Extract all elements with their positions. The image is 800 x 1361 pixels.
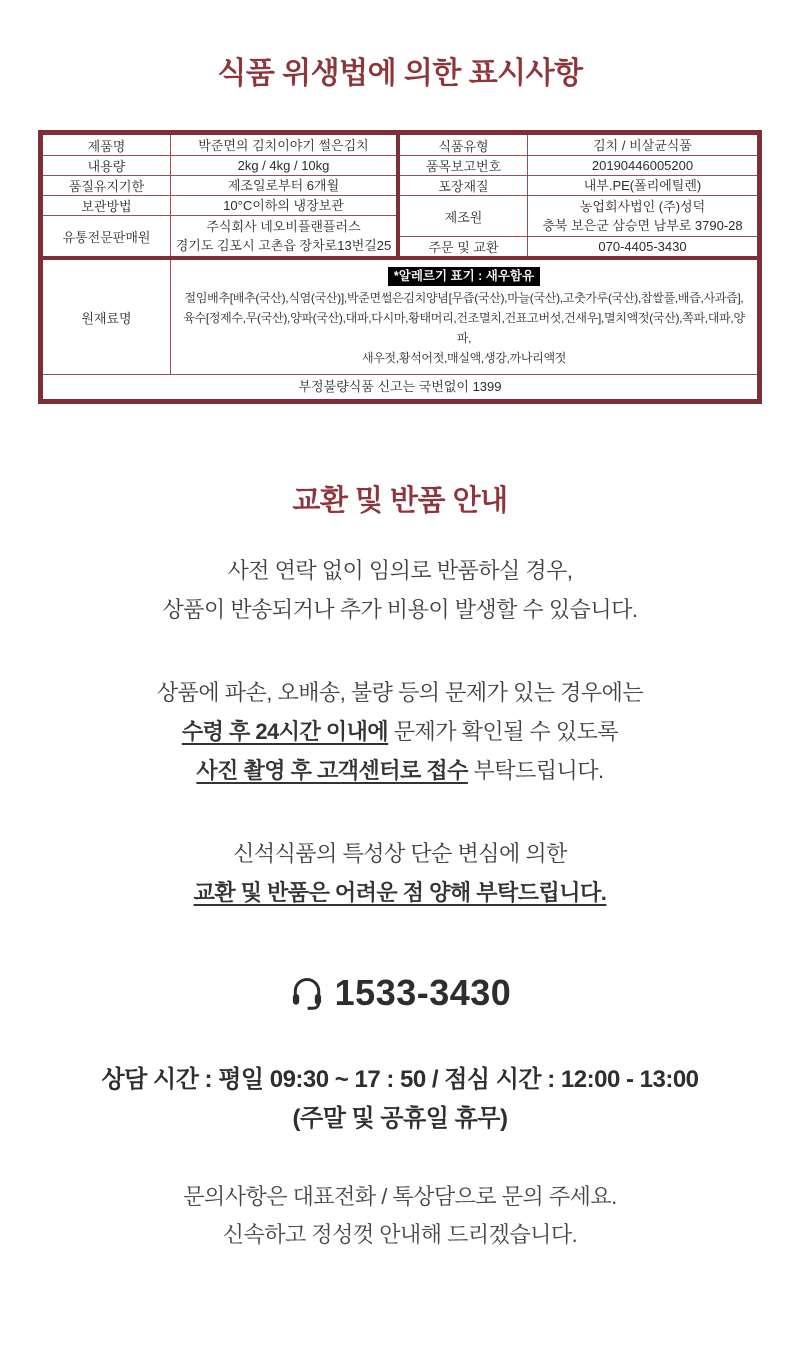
headset-icon <box>289 975 325 1011</box>
notice-underlined: 교환 및 반품은 어려운 점 양해 부탁드립니다. <box>193 880 607 905</box>
consultation-hours <box>0 1060 800 1138</box>
table-row <box>400 195 757 236</box>
row-value: 2kg / 4kg / 10kg <box>237 158 330 173</box>
ingredients-row <box>43 256 757 374</box>
closing-line: 신속하고 정성껏 안내해 드리겠습니다. <box>222 1222 578 1247</box>
manufacturer-name: 농업회사법인 (주)성덕 <box>579 199 706 214</box>
labeling-table <box>38 130 762 404</box>
phone-number: 1533-3430 <box>334 972 512 1013</box>
row-label: 제조원 <box>400 196 528 236</box>
row-label: 품목보고번호 <box>400 156 528 175</box>
notice-line: 상품에 파손, 오배송, 불량 등의 문제가 있는 경우에는 <box>156 680 644 705</box>
labeling-title: 식품 위생법에 의한 표시사항 <box>217 57 583 90</box>
row-label: 주문 및 교환 <box>400 237 528 256</box>
returns-paragraph-2 <box>0 673 800 790</box>
table-row <box>43 195 396 215</box>
table-row <box>43 215 396 256</box>
table-row <box>43 135 396 155</box>
holiday-notice: (주말 및 공휴일 휴무) <box>292 1105 508 1132</box>
allergy-badge: *알레르기 표기 : 새우함유 <box>388 267 540 286</box>
ingredients-line: 새우젓,황석어젓,매실액,생강,까나리액젓 <box>361 351 567 365</box>
row-value: 내부.PE(폴리에틸렌) <box>583 178 702 193</box>
closing-line: 문의사항은 대표전화 / 톡상담으로 문의 주세요. <box>183 1184 617 1209</box>
table-row <box>400 135 757 155</box>
row-value <box>528 196 757 236</box>
row-label: 제품명 <box>43 135 171 155</box>
ingredients-line: 절임배추[배추(국산),식염(국산)],박준면썰은김치양념[무즙(국산),마늘(국산),고춧가루(국산),찹쌀풀,배즙,사과즙], <box>184 291 744 305</box>
row-label: 품질유지기한 <box>43 176 171 195</box>
report-notice: 부정불량식품 신고는 국번없이 1399 <box>43 374 757 399</box>
notice-line: 신석식품의 특성상 단순 변심에 의한 <box>233 841 567 866</box>
ingredients-line: 육수[정제수,무(국산),양파(국산),대파,다시마,황태머리,건조멸치,건표고버섯,건새우],멸치액젓(국산),쪽파,대파,양파, <box>183 311 745 345</box>
row-value <box>171 216 396 256</box>
row-label: 보관방법 <box>43 196 171 215</box>
distributor-name: 주식회사 네오비플랜플러스 <box>206 219 361 234</box>
table-row <box>43 175 396 195</box>
labeling-table-left <box>43 135 400 256</box>
table-row <box>43 155 396 175</box>
closing-note <box>0 1178 800 1254</box>
row-value: 20190446005200 <box>591 158 694 173</box>
customer-service-phone <box>0 972 800 1014</box>
notice-underlined: 사진 촬영 후 고객센터로 접수 <box>196 758 468 783</box>
row-label: 유통전문판매원 <box>43 216 171 256</box>
returns-paragraph-1 <box>0 551 800 629</box>
row-label: 내용량 <box>43 156 171 175</box>
manufacturer-address: 충북 보은군 삼승면 남부로 3790-28 <box>542 218 743 233</box>
labeling-table-upper <box>43 135 757 256</box>
notice-underlined: 수령 후 24시간 이내에 <box>181 719 389 744</box>
table-row <box>400 175 757 195</box>
row-value: 제조일로부터 6개월 <box>227 178 340 193</box>
notice-line: 문제가 확인될 수 있도록 <box>388 719 619 744</box>
table-row <box>400 236 757 256</box>
hours-line: 상담 시간 : 평일 09:30 ~ 17 : 50 / 점심 시간 : 12:00 - 13:00 <box>101 1066 699 1093</box>
ingredients-content <box>171 260 757 374</box>
notice-line: 상품이 반송되거나 추가 비용이 발생할 수 있습니다. <box>162 597 638 622</box>
labeling-table-right <box>400 135 757 256</box>
row-value: 박준면의 김치이야기 썰은김치 <box>198 137 369 153</box>
row-value: 10°C이하의 냉장보관 <box>223 198 344 213</box>
table-row <box>400 155 757 175</box>
row-value: 김치 / 비살균식품 <box>593 137 692 153</box>
row-label: 식품유형 <box>400 135 528 155</box>
row-label: 포장재질 <box>400 176 528 195</box>
returns-paragraph-3 <box>0 834 800 912</box>
distributor-address: 경기도 김포시 고촌읍 장차로13번길25 <box>175 238 392 253</box>
order-phone: 070-4405-3430 <box>598 239 687 254</box>
notice-line: 부탁드립니다. <box>467 758 604 783</box>
notice-line: 사전 연락 없이 임의로 반품하실 경우, <box>227 558 573 583</box>
ingredients-label: 원재료명 <box>43 260 171 374</box>
returns-title: 교환 및 반품 안내 <box>292 485 508 517</box>
